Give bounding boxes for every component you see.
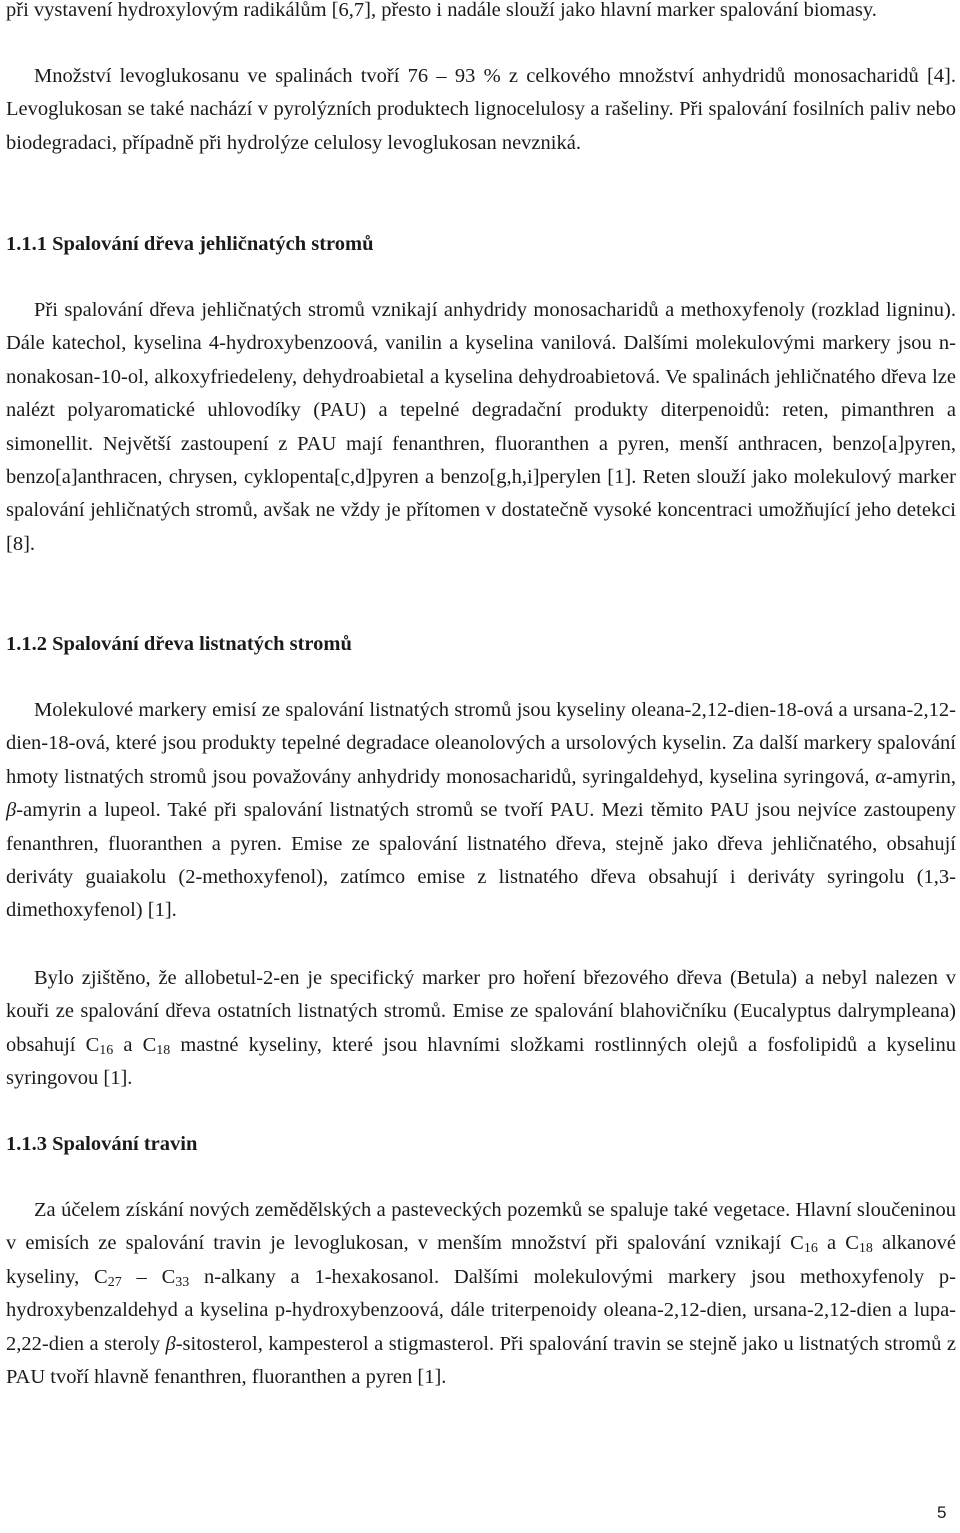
section-1-1-2-paragraph-2: Bylo zjištěno, že allobetul-2-en je specifický marker pro hoření březového dřeva (Betula) a nebyl nalezen v kouři ze spalování dřeva ostatních listnatých stromů. Emise ze spalování blahovičníku (Eucalyptus dalrympleana) obsahují $C_{16}$ a $C_{18}$ mastné kyseliny, které jsou hlavními složkami rostlinných olejů a fosfolipidů a kyselinu syringovou [1]. [6,967,956,1090]
section-1-1-3-paragraph: Za účelem získání nových zemědělských a pasteveckých pozemků se spaluje také vegetace. Hlavní sloučeninou v emisích ze spalování travin je levoglukosan, v menším množství při spalování vznikají $C_{16}$ a $C_{18}$ alkanové kyseliny, $C_{27} - C_{33}$ n-alkany a 1-hexakosanol. Dalšími molekulovými markery jsou methoxyfenoly p-hydroxybenzaldehyd a kyselina p-hydroxybenzoová, dále triterpenoidy oleana-2,12-dien, ursana-2,12-dien a lupa-2,22-dien a steroly β-sitosterol, kampesterol a stigmasterol. Při spalování travin se stejně jako u listnatých stromů z PAU tvoří hlavně fenanthren, fluoranthen a pyren [1]. [6,1199,957,1389]
section-heading-1-1-3: 1.1.3 Spalování travin [6,1133,198,1155]
beta-symbol: β [6,799,17,822]
intro-paragraph-2: Množství levoglukosanu ve spalinách tvoří 76 – 93 % z celkového množství anhydridů monosacharidů [4]. Levoglukosan se také nachází v pyrolýzních produktech lignocelulosy a rašeliny. Při spalování fosilních paliv nebo biodegradaci, případně při hydrolýze celulosy levoglukosan nevzniká. [6,65,956,154]
page-number: 5 [937,1503,947,1522]
beta-symbol: β [165,1332,176,1355]
section-heading-1-1-2: 1.1.2 Spalování dřeva listnatých stromů [6,633,352,655]
section-1-1-2-paragraph-1: Molekulové markery emisí ze spalování listnatých stromů jsou kyseliny oleana-2,12-dien-18-ová a ursana-2,12-dien-18-ová, které jsou produkty tepelné degradace oleanolových a ursolových kyselin. Za další markery spalování hmoty listnatých stromů jsou považovány anhydridy monosacharidů, syringaldehyd, kyselina syringová, α-amyrin, β-amyrin a lupeol. Také při spalování listnatých stromů se tvoří PAU. Mezi těmito PAU jsou nejvíce zastoupeny fenanthren, fluoranthen a pyren. Emise ze spalování listnatého dřeva, stejně jako dřeva jehličnatého, obsahují deriváty guaiakolu (2-methoxyfenol), zatímco emise z listnatého dřeva obsahují i deriváty syringolu (1,3-dimethoxyfenol) [1]. [6,699,956,922]
section-1-1-1-paragraph: Při spalování dřeva jehličnatých stromů vznikají anhydridy monosacharidů a methoxyfenoly (rozklad ligninu). Dále katechol, kyselina 4-hydroxybenzoová, vanilin a kyselina vanilová. Dalšími molekulovými markery jsou n-nonakosan-10-ol, alkoxyfriedeleny, dehydroabietal a kyselina dehydroabietová. Ve spalinách jehličnatého dřeva lze nalézt polyaromatické uhlovodíky (PAU) a tepelné degradační produkty diterpenoidů: reten, pimanthren a simonellit. Největší zastoupení z PAU mají fenanthren, fluoranthen a pyren, menší anthracen, benzo[a]pyren, benzo[a]anthracen, chrysen, cyklopenta[c,d]pyren a benzo[g,h,i]perylen [1]. Reten slouží jako molekulový marker spalování jehličnatých stromů, avšak ne vždy je přítomen v dostatečně vysoké koncentraci umožňující jeho detekci [8]. [6,299,956,555]
intro-paragraph-1: při vystavení hydroxylovým radikálům [6,7], přesto i nadále slouží jako hlavní marker spalování biomasy. [6,0,877,21]
section-heading-1-1-1: 1.1.1 Spalování dřeva jehličnatých stromů [6,233,374,255]
alpha-symbol: α [875,765,886,788]
